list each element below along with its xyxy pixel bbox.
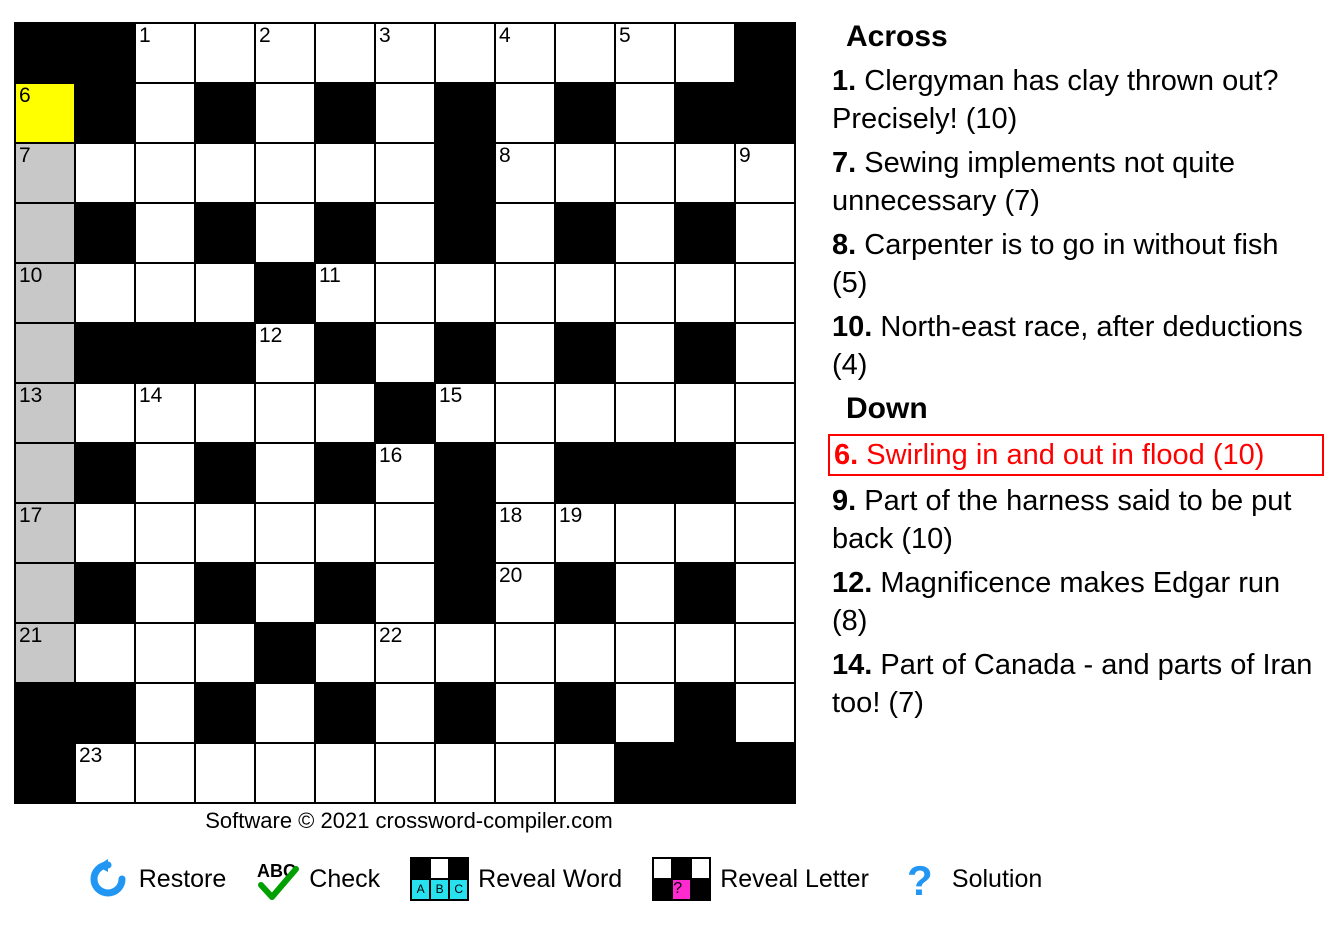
cell-number: 16: [379, 444, 403, 467]
grid-cell[interactable]: [135, 143, 195, 203]
grid-cell-block: [15, 683, 75, 743]
grid-cell[interactable]: [495, 143, 555, 203]
grid-cell-block: [75, 23, 135, 83]
grid-cell[interactable]: [255, 503, 315, 563]
grid-cell[interactable]: [315, 263, 375, 323]
grid-cell[interactable]: [615, 323, 675, 383]
grid-cell[interactable]: [495, 323, 555, 383]
cell-number: 1: [139, 24, 151, 47]
grid-cell[interactable]: [375, 263, 435, 323]
clue-text: Carpenter is to go in without fish (5): [832, 229, 1279, 299]
grid-cell[interactable]: [255, 563, 315, 623]
grid-cell[interactable]: [255, 443, 315, 503]
restore-label: Restore: [138, 864, 227, 893]
grid-cell[interactable]: [435, 263, 495, 323]
grid-row: [15, 743, 795, 803]
grid-cell[interactable]: [75, 623, 135, 683]
grid-cell[interactable]: [255, 743, 315, 803]
grid-cell-block: [255, 263, 315, 323]
cell-number: 20: [499, 564, 523, 587]
grid-cell-block: [555, 83, 615, 143]
grid-cell[interactable]: [135, 743, 195, 803]
grid-cell[interactable]: [375, 683, 435, 743]
solution-label: Solution: [951, 864, 1043, 893]
grid-cell[interactable]: [135, 623, 195, 683]
reveal-word-icon: [410, 857, 469, 901]
grid-cell[interactable]: [675, 503, 735, 563]
across-heading: Across: [846, 20, 948, 53]
grid-cell-highlight[interactable]: [15, 203, 75, 263]
grid-cell-highlight[interactable]: [15, 263, 75, 323]
grid-cell-highlight[interactable]: [15, 383, 75, 443]
grid-cell-block: [315, 563, 375, 623]
grid-cell-block: [315, 203, 375, 263]
grid-row: [15, 83, 795, 143]
clue-down-12[interactable]: [828, 564, 1324, 640]
restore-button[interactable]: [86, 857, 227, 901]
grid-cell-highlight[interactable]: [15, 143, 75, 203]
down-heading: Down: [846, 392, 928, 425]
grid-cell[interactable]: [255, 143, 315, 203]
grid-cell-block: [555, 203, 615, 263]
clue-across-1[interactable]: [828, 62, 1324, 138]
grid-cell[interactable]: [615, 23, 675, 83]
grid-cell[interactable]: [615, 263, 675, 323]
grid-cell-block: [255, 623, 315, 683]
reveal-word-letter-a: A: [411, 879, 430, 900]
cell-number: 11: [319, 264, 341, 287]
grid-cell-block: [735, 23, 795, 83]
grid-cell[interactable]: [375, 563, 435, 623]
grid-cell-block: [555, 443, 615, 503]
grid-cell[interactable]: [495, 563, 555, 623]
grid-cell[interactable]: [255, 23, 315, 83]
grid-cell-block: [675, 683, 735, 743]
grid-cell[interactable]: [195, 383, 255, 443]
grid-cell[interactable]: [675, 623, 735, 683]
grid-row: [15, 563, 795, 623]
reveal-word-button[interactable]: [410, 857, 622, 901]
grid-cell-block: [315, 83, 375, 143]
grid-cell[interactable]: [615, 383, 675, 443]
grid-cell-block: [15, 23, 75, 83]
crossword-grid[interactable]: [14, 22, 804, 804]
grid-cell-block: [675, 563, 735, 623]
reveal-letter-label: Reveal Letter: [720, 864, 869, 893]
clue-text: Part of Canada - and parts of Iran too! (7): [832, 649, 1313, 719]
grid-cell[interactable]: [675, 143, 735, 203]
grid-cell-block: [555, 563, 615, 623]
grid-cell-block: [735, 83, 795, 143]
cell-number: 9: [739, 144, 751, 167]
grid-cell[interactable]: [675, 383, 735, 443]
grid-cell[interactable]: [315, 383, 375, 443]
clue-number: 7.: [832, 147, 857, 179]
grid-cell[interactable]: [735, 503, 795, 563]
grid-row: [15, 623, 795, 683]
cell-number: 15: [439, 384, 463, 407]
clue-number: 1.: [832, 65, 857, 97]
grid-row: [15, 263, 795, 323]
grid-cell[interactable]: [555, 143, 615, 203]
cell-number: 7: [19, 144, 31, 167]
grid-row: [15, 23, 795, 83]
clue-text: Swirling in and out in flood (10): [866, 439, 1265, 471]
clue-text: North-east race, after deductions (4): [832, 311, 1303, 381]
grid-cell[interactable]: [75, 143, 135, 203]
grid-cell-block: [315, 683, 375, 743]
clue-text: Magnificence makes Edgar run (8): [832, 567, 1281, 637]
grid-cell[interactable]: [495, 443, 555, 503]
solution-button[interactable]: [899, 857, 1042, 901]
svg-text:?: ?: [906, 857, 933, 901]
grid-cell-block: [675, 443, 735, 503]
grid-cell[interactable]: [375, 83, 435, 143]
cell-number: 5: [619, 24, 631, 47]
grid-cell-highlight[interactable]: [15, 623, 75, 683]
clue-number: 10.: [832, 311, 873, 343]
grid-cell[interactable]: [75, 743, 135, 803]
grid-row: [15, 323, 795, 383]
clue-text: Sewing implements not quite unnecessary (7): [832, 147, 1236, 217]
clue-number: 12.: [832, 567, 873, 599]
grid-cell[interactable]: [375, 443, 435, 503]
cell-number: 4: [499, 24, 511, 47]
check-label: Check: [309, 864, 381, 893]
grid-cell-block: [375, 383, 435, 443]
clue-down-14[interactable]: [828, 646, 1324, 722]
cell-number: 14: [139, 384, 163, 407]
clue-number: 8.: [832, 229, 857, 261]
grid-cell[interactable]: [735, 383, 795, 443]
grid-cell-block: [75, 83, 135, 143]
grid-cell[interactable]: [495, 503, 555, 563]
cell-number: 21: [19, 624, 43, 647]
cell-number: 22: [379, 624, 403, 647]
cell-number: 8: [499, 144, 511, 167]
grid-cell-block: [435, 323, 495, 383]
grid-cell[interactable]: [495, 383, 555, 443]
cell-number: 10: [19, 264, 43, 287]
grid-cell-block: [75, 203, 135, 263]
grid-cell[interactable]: [255, 683, 315, 743]
grid-cell[interactable]: [255, 203, 315, 263]
clue-across-10[interactable]: [828, 308, 1324, 384]
cell-number: 3: [379, 24, 391, 47]
grid-row: [15, 443, 795, 503]
cell-number: 17: [19, 504, 43, 527]
grid-cell[interactable]: [735, 563, 795, 623]
clues-panel: [828, 18, 1324, 828]
grid-cell-block: [615, 743, 675, 803]
grid-cell-block: [675, 203, 735, 263]
clue-down-9[interactable]: [828, 482, 1324, 558]
grid-cell-highlight[interactable]: [15, 443, 75, 503]
grid-cell-block: [75, 323, 135, 383]
cell-number: 13: [19, 384, 43, 407]
grid-cell[interactable]: [75, 263, 135, 323]
grid-cell[interactable]: [615, 143, 675, 203]
grid-cell[interactable]: [735, 443, 795, 503]
grid-cell[interactable]: [435, 23, 495, 83]
grid-cell[interactable]: [135, 563, 195, 623]
grid-cell-highlight[interactable]: [15, 323, 75, 383]
grid-cell[interactable]: [675, 263, 735, 323]
clue-number: 6.: [834, 439, 859, 471]
grid-cell[interactable]: [735, 623, 795, 683]
grid-cell[interactable]: [615, 503, 675, 563]
grid-row: [15, 143, 795, 203]
grid-cell[interactable]: [375, 143, 435, 203]
grid-cell[interactable]: [255, 323, 315, 383]
grid-row: [15, 383, 795, 443]
grid-cell-block: [15, 743, 75, 803]
grid-cell[interactable]: [315, 23, 375, 83]
cell-number: 19: [559, 504, 583, 527]
grid-cell[interactable]: [615, 203, 675, 263]
grid-cell[interactable]: [375, 203, 435, 263]
clue-number: 14.: [832, 649, 873, 681]
grid-cell[interactable]: [555, 743, 615, 803]
grid-cell-block: [195, 683, 255, 743]
grid-cell[interactable]: [495, 623, 555, 683]
grid-cell[interactable]: [75, 503, 135, 563]
grid-cell-block: [195, 443, 255, 503]
grid-cell[interactable]: [195, 503, 255, 563]
grid-cell[interactable]: [315, 743, 375, 803]
grid-cell[interactable]: [495, 743, 555, 803]
grid-cell-block: [555, 323, 615, 383]
grid-cell-block: [75, 563, 135, 623]
clue-down-6[interactable]: [828, 434, 1324, 476]
grid-cell-block: [75, 443, 135, 503]
clue-across-7[interactable]: [828, 144, 1324, 220]
cell-number: 12: [259, 324, 283, 347]
grid-cell-block: [135, 323, 195, 383]
grid-cell[interactable]: [255, 383, 315, 443]
grid-cell-highlight[interactable]: [15, 563, 75, 623]
grid-row: [15, 683, 795, 743]
grid-cell-block: [315, 323, 375, 383]
grid-cell[interactable]: [555, 383, 615, 443]
grid-cell-block: [555, 683, 615, 743]
grid-cell[interactable]: [495, 683, 555, 743]
grid-cell-block: [435, 563, 495, 623]
grid-cell[interactable]: [375, 23, 435, 83]
svg-text:ABC: ABC: [257, 861, 297, 881]
grid-cell[interactable]: [195, 623, 255, 683]
cell-number: 23: [79, 744, 103, 767]
grid-cell[interactable]: [75, 383, 135, 443]
grid-cell[interactable]: [195, 143, 255, 203]
grid-cell-block: [735, 743, 795, 803]
grid-cell-block: [315, 443, 375, 503]
grid-cell[interactable]: [195, 23, 255, 83]
grid-cell[interactable]: [375, 503, 435, 563]
grid-cell-block: [435, 503, 495, 563]
reveal-word-letter-b: B: [430, 879, 449, 900]
grid-cell[interactable]: [735, 683, 795, 743]
grid-cell[interactable]: [135, 23, 195, 83]
grid-cell[interactable]: [495, 83, 555, 143]
grid-cell[interactable]: [615, 563, 675, 623]
grid-cell[interactable]: [195, 263, 255, 323]
grid-row: [15, 203, 795, 263]
grid-cell[interactable]: [255, 83, 315, 143]
grid-cell[interactable]: [315, 503, 375, 563]
grid-cell-block: [435, 683, 495, 743]
grid-cell-block: [615, 443, 675, 503]
grid-cell[interactable]: [495, 23, 555, 83]
grid-cell[interactable]: [315, 143, 375, 203]
reveal-word-letter-c: C: [449, 879, 468, 900]
grid-cell-block: [75, 683, 135, 743]
grid-cell-block: [675, 83, 735, 143]
grid-cell-block: [195, 203, 255, 263]
grid-cell[interactable]: [435, 743, 495, 803]
clue-text: Part of the harness said to be put back (10): [832, 485, 1292, 555]
reveal-word-label: Reveal Word: [478, 864, 623, 893]
grid-cell[interactable]: [135, 683, 195, 743]
grid-cell[interactable]: [675, 23, 735, 83]
reveal-letter-button[interactable]: [652, 857, 869, 901]
grid-cell-block: [435, 203, 495, 263]
grid-cell[interactable]: [135, 503, 195, 563]
grid-cell-highlight[interactable]: [15, 503, 75, 563]
copyright-text: Software © 2021 crossword-compiler.com: [205, 808, 613, 833]
grid-cell[interactable]: [495, 263, 555, 323]
grid-row: [15, 503, 795, 563]
cell-number: 18: [499, 504, 523, 527]
grid-cell-cursor[interactable]: [15, 83, 75, 143]
grid-cell-block: [435, 83, 495, 143]
grid-cell[interactable]: [435, 623, 495, 683]
grid-cell[interactable]: [555, 503, 615, 563]
grid-cell[interactable]: [615, 83, 675, 143]
cell-number: 2: [259, 24, 271, 47]
grid-cell[interactable]: [135, 383, 195, 443]
grid-cell[interactable]: [495, 203, 555, 263]
grid-cell[interactable]: [735, 263, 795, 323]
grid-cell-block: [195, 83, 255, 143]
cell-number: 6: [19, 84, 31, 107]
grid-table[interactable]: [14, 22, 796, 804]
restore-icon: [86, 857, 130, 901]
reveal-letter-char: ?: [672, 879, 691, 900]
grid-cell[interactable]: [375, 743, 435, 803]
grid-cell-block: [675, 323, 735, 383]
grid-cell[interactable]: [375, 323, 435, 383]
grid-cell-block: [675, 743, 735, 803]
grid-cell[interactable]: [195, 743, 255, 803]
grid-cell[interactable]: [555, 623, 615, 683]
grid-cell[interactable]: [735, 323, 795, 383]
grid-cell[interactable]: [435, 383, 495, 443]
grid-cell[interactable]: [375, 623, 435, 683]
clue-across-8[interactable]: [828, 226, 1324, 302]
grid-cell[interactable]: [135, 263, 195, 323]
grid-cell[interactable]: [315, 623, 375, 683]
clue-text: Clergyman has clay thrown out? Precisely! (10): [832, 65, 1279, 135]
check-button[interactable]: [256, 857, 380, 901]
grid-cell[interactable]: [135, 83, 195, 143]
grid-cell[interactable]: [615, 623, 675, 683]
grid-cell[interactable]: [735, 203, 795, 263]
grid-cell[interactable]: [135, 203, 195, 263]
reveal-letter-icon: [652, 857, 711, 901]
grid-cell[interactable]: [555, 263, 615, 323]
grid-cell[interactable]: [135, 443, 195, 503]
grid-cell[interactable]: [555, 23, 615, 83]
toolbar: [14, 848, 1114, 910]
grid-cell-block: [195, 563, 255, 623]
clue-number: 9.: [832, 485, 857, 517]
grid-cell-block: [195, 323, 255, 383]
grid-cell[interactable]: [735, 143, 795, 203]
question-mark-icon: [899, 857, 943, 901]
check-icon: [256, 857, 300, 901]
grid-cell-block: [435, 443, 495, 503]
grid-cell-block: [435, 143, 495, 203]
grid-cell[interactable]: [615, 683, 675, 743]
